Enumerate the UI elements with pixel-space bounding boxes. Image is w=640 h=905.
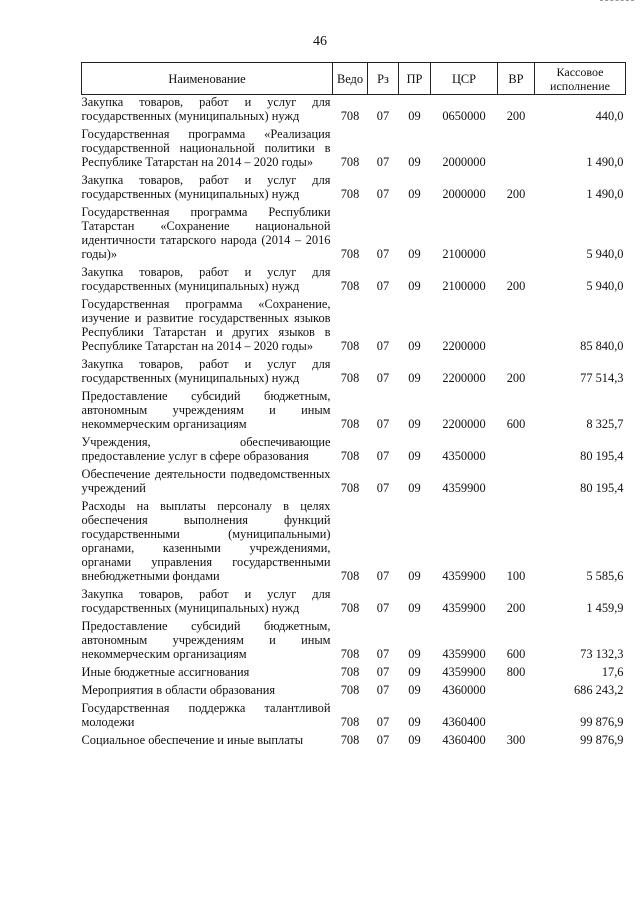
table-row — [82, 265, 626, 297]
table-header-row — [82, 63, 626, 95]
row-vr: 200 — [506, 371, 526, 385]
table-body — [82, 95, 626, 752]
row-sum: 440,0 — [595, 109, 624, 123]
row-vr — [498, 127, 535, 173]
row-sum: 686 243,2 — [573, 683, 624, 697]
row-csr: 4359900 — [442, 601, 486, 615]
row-csr: 4350000 — [442, 449, 486, 463]
row-csr: 4360400 — [442, 715, 486, 729]
row-pr: 09 — [408, 715, 421, 729]
row-ved: 708 — [340, 683, 360, 697]
row-ved: 708 — [340, 733, 360, 747]
row-csr: 2200000 — [442, 417, 486, 431]
row-ved: 708 — [340, 247, 360, 261]
row-rz: 07 — [376, 109, 390, 123]
row-name: Государственная программа Республики Татарстан «Сохранение национальной идентичности татарского народа (2014 – 2016 годы)» — [81, 205, 331, 261]
row-csr: 2100000 — [442, 279, 486, 293]
row-vr: 100 — [506, 569, 526, 583]
row-pr: 09 — [408, 481, 421, 495]
row-rz: 07 — [376, 683, 390, 697]
row-csr: 4360400 — [442, 733, 486, 747]
row-name: Закупка товаров, работ и услуг для государственных (муниципальных) нужд — [81, 173, 331, 201]
row-pr: 09 — [408, 601, 421, 615]
row-rz: 07 — [376, 665, 390, 679]
row-name: Учреждения, обеспечивающие предоставление услуг в сфере образования — [81, 435, 331, 463]
row-sum: 99 876,9 — [580, 715, 624, 729]
row-vr: 200 — [506, 187, 526, 201]
table-row — [82, 435, 626, 467]
row-csr: 2200000 — [442, 339, 486, 353]
header-ved: Ведо — [333, 63, 368, 95]
row-sum: 1 490,0 — [586, 187, 624, 201]
corner-mark — [600, 0, 634, 4]
row-pr: 09 — [408, 733, 421, 747]
row-ved: 708 — [340, 371, 360, 385]
row-sum: 73 132,3 — [580, 647, 624, 661]
row-name: Социальное обеспечение и иные выплаты — [81, 733, 304, 747]
row-name: Государственная программа «Сохранение, изучение и развитие государственных языков Республики Татарстан и других языков в Республике Татарстан на 2014 – 2020 годы» — [81, 297, 331, 353]
row-name: Закупка товаров, работ и услуг для государственных (муниципальных) нужд — [81, 95, 331, 123]
row-name: Иные бюджетные ассигнования — [81, 665, 250, 679]
row-name: Расходы на выплаты персоналу в целях обеспечения выполнения функций государственными (муниципальными) органами, казенными учреждениями, органами управления государственными внебюджетными фондами — [81, 499, 331, 583]
row-rz: 07 — [376, 247, 390, 261]
row-ved: 708 — [340, 279, 360, 293]
row-ved: 708 — [340, 155, 360, 169]
row-ved: 708 — [340, 481, 360, 495]
row-rz: 07 — [376, 187, 390, 201]
table-row — [82, 467, 626, 499]
row-csr: 4359900 — [442, 481, 486, 495]
row-name: Обеспечение деятельности подведомственных учреждений — [81, 467, 331, 495]
row-pr: 09 — [408, 109, 421, 123]
row-sum: 80 195,4 — [580, 449, 624, 463]
row-rz: 07 — [376, 339, 390, 353]
row-csr: 2000000 — [442, 155, 486, 169]
row-ved: 708 — [340, 601, 360, 615]
row-csr: 2000000 — [442, 187, 486, 201]
row-rz: 07 — [376, 155, 390, 169]
header-csr: ЦСР — [431, 63, 498, 95]
row-vr: 600 — [506, 417, 526, 431]
row-rz: 07 — [376, 647, 390, 661]
row-ved: 708 — [340, 569, 360, 583]
budget-table — [81, 62, 626, 751]
row-sum: 5 940,0 — [586, 279, 624, 293]
table-row — [82, 683, 626, 701]
row-vr — [498, 435, 535, 467]
table-row — [82, 619, 626, 665]
row-pr: 09 — [408, 279, 421, 293]
table-row — [82, 173, 626, 205]
row-sum: 99 876,9 — [580, 733, 624, 747]
row-vr — [498, 701, 535, 733]
row-vr — [498, 683, 535, 701]
row-rz: 07 — [376, 449, 390, 463]
table-row — [82, 297, 626, 357]
row-sum: 77 514,3 — [580, 371, 624, 385]
row-csr: 2100000 — [442, 247, 486, 261]
row-sum: 17,6 — [601, 665, 624, 679]
header-name: Наименование — [82, 63, 333, 95]
row-rz: 07 — [376, 481, 390, 495]
table-row — [82, 127, 626, 173]
row-pr: 09 — [408, 647, 421, 661]
row-ved: 708 — [340, 449, 360, 463]
row-rz: 07 — [376, 569, 390, 583]
table-row — [82, 701, 626, 733]
row-ved: 708 — [340, 647, 360, 661]
row-sum: 1 459,9 — [586, 601, 624, 615]
header-rz: Рз — [368, 63, 399, 95]
row-name: Государственная программа «Реализация государственной национальной политики в Республике Татарстан на 2014 – 2020 годы» — [81, 127, 331, 169]
row-rz: 07 — [376, 417, 390, 431]
row-ved: 708 — [340, 339, 360, 353]
header-pr: ПР — [399, 63, 431, 95]
row-csr: 4359900 — [442, 665, 486, 679]
row-vr: 200 — [506, 279, 526, 293]
page-number: 46 — [313, 34, 327, 49]
row-sum: 5 585,6 — [586, 569, 624, 583]
row-pr: 09 — [408, 417, 421, 431]
row-name: Закупка товаров, работ и услуг для государственных (муниципальных) нужд — [81, 587, 331, 615]
table-row — [82, 389, 626, 435]
row-pr: 09 — [408, 187, 421, 201]
row-ved: 708 — [340, 715, 360, 729]
row-csr: 0650000 — [442, 109, 486, 123]
row-name: Мероприятия в области образования — [81, 683, 276, 697]
row-ved: 708 — [340, 665, 360, 679]
table-row — [82, 499, 626, 587]
row-rz: 07 — [376, 733, 390, 747]
row-vr — [498, 205, 535, 265]
row-vr: 200 — [506, 601, 526, 615]
row-sum: 5 940,0 — [586, 247, 624, 261]
row-pr: 09 — [408, 155, 421, 169]
row-rz: 07 — [376, 371, 390, 385]
table-row — [82, 95, 626, 128]
row-ved: 708 — [340, 109, 360, 123]
row-pr: 09 — [408, 371, 421, 385]
row-sum: 8 325,7 — [586, 417, 624, 431]
row-vr: 200 — [506, 109, 526, 123]
row-ved: 708 — [340, 417, 360, 431]
table-row — [82, 205, 626, 265]
table-row — [82, 357, 626, 389]
table-row — [82, 587, 626, 619]
row-rz: 07 — [376, 601, 390, 615]
row-csr: 4359900 — [442, 569, 486, 583]
row-csr: 2200000 — [442, 371, 486, 385]
row-name: Государственная поддержка талантливой молодежи — [81, 701, 331, 729]
header-sum: Кассовое исполнение — [535, 63, 626, 95]
row-name: Закупка товаров, работ и услуг для государственных (муниципальных) нужд — [81, 265, 331, 293]
row-sum: 1 490,0 — [586, 155, 624, 169]
row-pr: 09 — [408, 449, 421, 463]
row-vr — [498, 467, 535, 499]
row-rz: 07 — [376, 715, 390, 729]
row-pr: 09 — [408, 339, 421, 353]
row-pr: 09 — [408, 569, 421, 583]
row-name: Закупка товаров, работ и услуг для государственных (муниципальных) нужд — [81, 357, 331, 385]
table-row — [82, 665, 626, 683]
table-row — [82, 733, 626, 751]
row-name: Предоставление субсидий бюджетным, автономным учреждениям и иным некоммерческим организациям — [81, 619, 331, 661]
row-vr: 300 — [506, 733, 526, 747]
row-sum: 80 195,4 — [580, 481, 624, 495]
row-csr: 4359900 — [442, 647, 486, 661]
row-vr: 600 — [506, 647, 526, 661]
row-pr: 09 — [408, 665, 421, 679]
row-vr — [498, 297, 535, 357]
row-sum: 85 840,0 — [580, 339, 624, 353]
row-vr: 800 — [506, 665, 526, 679]
row-ved: 708 — [340, 187, 360, 201]
row-pr: 09 — [408, 683, 421, 697]
header-vr: ВР — [498, 63, 535, 95]
row-rz: 07 — [376, 279, 390, 293]
row-name: Предоставление субсидий бюджетным, автономным учреждениям и иным некоммерческим организациям — [81, 389, 331, 431]
row-csr: 4360000 — [442, 683, 486, 697]
row-pr: 09 — [408, 247, 421, 261]
